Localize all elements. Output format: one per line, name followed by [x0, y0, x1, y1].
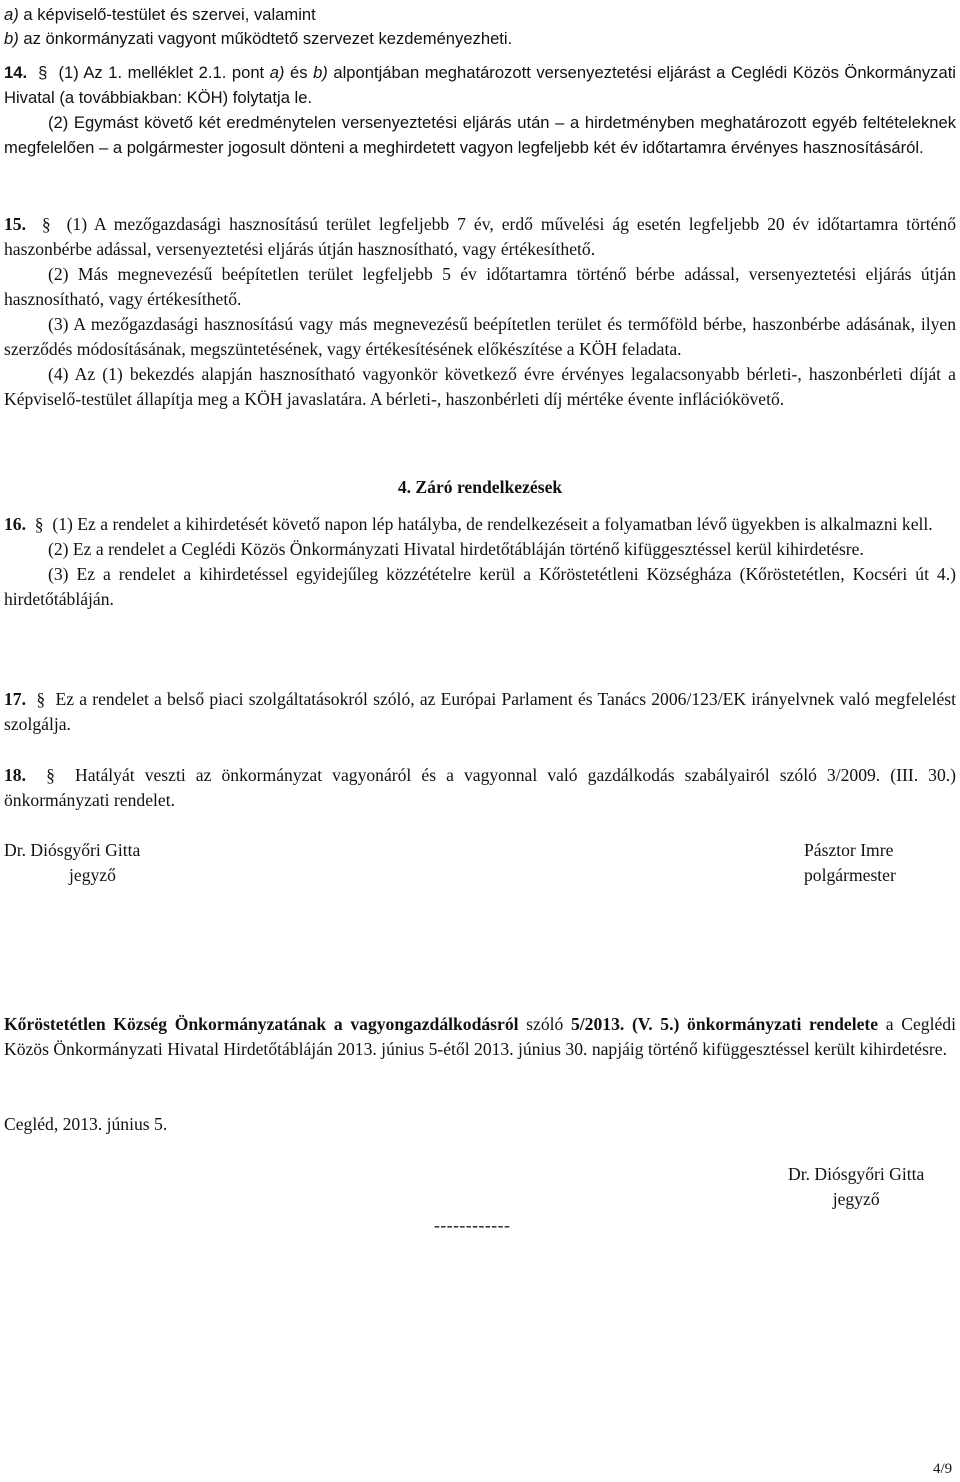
announcement-text: [4, 1012, 956, 1062]
item-label: a): [4, 5, 19, 24]
item-text: a képviselő-testület és szervei, valamint: [18, 5, 316, 24]
section-18: [4, 763, 956, 813]
announcement-bold: Kőröstetétlen Község Önkormányzatának a vagyongazdálkodásról: [4, 1014, 519, 1034]
section-14-paragraph-2: (2) Egymást követő két eredménytelen versenyeztetési eljárás után – a hirdetményben meghatározott egyéb feltételeknek megfelelően – a polgármester jogosult dönteni a meghirdetett vagyon legfeljebb két év időtartamra érvényes hasznosításáról.: [4, 113, 956, 157]
signer-title: polgármester: [804, 865, 896, 885]
paragraph-text: (1) A mezőgazdasági hasznosítású terület legfeljebb 7 év, erdő művelési ág esetén legfeljebb 20 év időtartamra történő haszonbérbe adással, versenyeztetési eljárás útján hasznosítható, vagy értékesíthető.: [4, 214, 957, 259]
point-label: b): [313, 63, 328, 82]
signer-title: jegyző: [69, 865, 116, 885]
paragraph-text: (1) Ez a rendelet a kihirdetését követő napon lép hatályba, de rendelkezéseit a folyamatban lévő ügyekben is alkalmazni kell.: [52, 514, 933, 534]
section-sign: §: [38, 63, 48, 82]
section-number: 15.: [4, 214, 26, 234]
separator-dashes: ------------: [434, 1215, 511, 1235]
section-16-paragraph-1: [4, 512, 956, 537]
item-label: b): [4, 29, 19, 48]
section-sign: §: [46, 765, 55, 785]
paragraph-text: alpontjában meghatározott versenyeztetési eljárást a Ceglédi Közös Önkormányzati Hivatal (a továbbiakban: KÖH) folytatja le.: [4, 63, 956, 107]
section-number: 14.: [4, 63, 28, 82]
paragraph-text: Ez a rendelet a belső piaci szolgáltatásokról szóló, az Európai Parlament és Tanács 2006/123/EK irányelvnek való megfelelést szolgálja.: [4, 689, 957, 734]
section-17: [4, 687, 956, 737]
signer-name: Pásztor Imre: [804, 840, 894, 860]
section-15: [4, 212, 956, 412]
announcement-text-part: szóló: [518, 1014, 571, 1034]
section-15-paragraph-4: (4) Az (1) bekezdés alapján hasznosítható vagyonkör következő évre érvényes legalacsonyabb bérleti-, haszonbérleti díját a Képviselő-testület állapítja meg a KÖH javaslatára. A bérleti-, haszonbérleti díj mértéke évente inflációkövető.: [4, 364, 956, 409]
list-item-a: [4, 2, 316, 27]
announcement-text-part: a Ceglédi Közös Önkormányzati Hivatal Hirdetőtábláján 2013. június 5-étől 2013. június 30. napjáig történő kifüggesztéssel került kihirdetésre.: [4, 1014, 956, 1059]
section-number: 17.: [4, 689, 26, 709]
page-number: 4/9: [933, 1461, 953, 1477]
section-18-paragraph: [4, 763, 956, 813]
chapter-heading: 4. Záró rendelkezések: [397, 477, 563, 497]
section-sign: §: [36, 689, 46, 709]
section-sign: §: [34, 514, 44, 534]
final-signature: [788, 1162, 924, 1212]
signer-name: Dr. Diósgyőri Gitta: [788, 1164, 925, 1184]
signature-right: [804, 838, 896, 888]
section-16-paragraph-2: (2) Ez a rendelet a Ceglédi Közös Önkormányzati Hivatal hirdetőtábláján történő kifüggesztéssel kerül kihirdetésre.: [48, 539, 864, 559]
signer-title: jegyző: [832, 1189, 880, 1209]
section-14: [4, 60, 956, 160]
section-15-paragraph-2: (2) Más megnevezésű beépítetlen terület legfeljebb 5 év időtartamra történő bérbe adással, versenyeztetési eljárás útján hasznosítható, vagy értékesíthető.: [4, 264, 956, 309]
paragraph-text: és: [284, 63, 314, 82]
signature-block: [4, 838, 956, 888]
section-15-paragraph-1: [4, 212, 956, 262]
section-15-paragraph-3: (3) A mezőgazdasági hasznosítású vagy más megnevezésű beépítetlen terület és termőföld bérbe, haszonbérbe adásának, ilyen szerződés módosításának, megszüntetésének, vagy értékesítésének előkészítése a KÖH feladata.: [4, 314, 956, 359]
place-date: Cegléd, 2013. június 5.: [4, 1114, 168, 1134]
section-16-paragraph-3: (3) Ez a rendelet a kihirdetéssel egyidejűleg közzétételre kerül a Kőröstetétleni Községháza (Kőröstetétlen, Kocséri út 4.) hirdetőtábláján.: [4, 564, 956, 609]
announcement-bold: 5/2013. (V. 5.) önkormányzati rendelete: [571, 1014, 879, 1034]
list-item-b: [4, 26, 512, 51]
section-number: 16.: [4, 514, 26, 534]
section-17-paragraph: [4, 687, 956, 737]
section-number: 18.: [4, 765, 26, 785]
section-16: [4, 512, 956, 612]
paragraph-text: (1) Az 1. melléklet 2.1. pont: [58, 63, 270, 82]
item-text: az önkormányzati vagyont működtető szervezet kezdeményezheti.: [18, 29, 513, 48]
signature-left: [4, 838, 140, 888]
section-sign: §: [41, 214, 51, 234]
point-label: a): [269, 63, 285, 82]
signer-name: Dr. Diósgyőri Gitta: [4, 840, 141, 860]
announcement-clause: [4, 1012, 956, 1062]
section-14-paragraph-1: [4, 60, 956, 110]
paragraph-text: Hatályát veszti az önkormányzat vagyonáról és a vagyonnal való gazdálkodás szabályairól szóló 3/2009. (III. 30.) önkormányzati rendelet.: [4, 765, 957, 810]
